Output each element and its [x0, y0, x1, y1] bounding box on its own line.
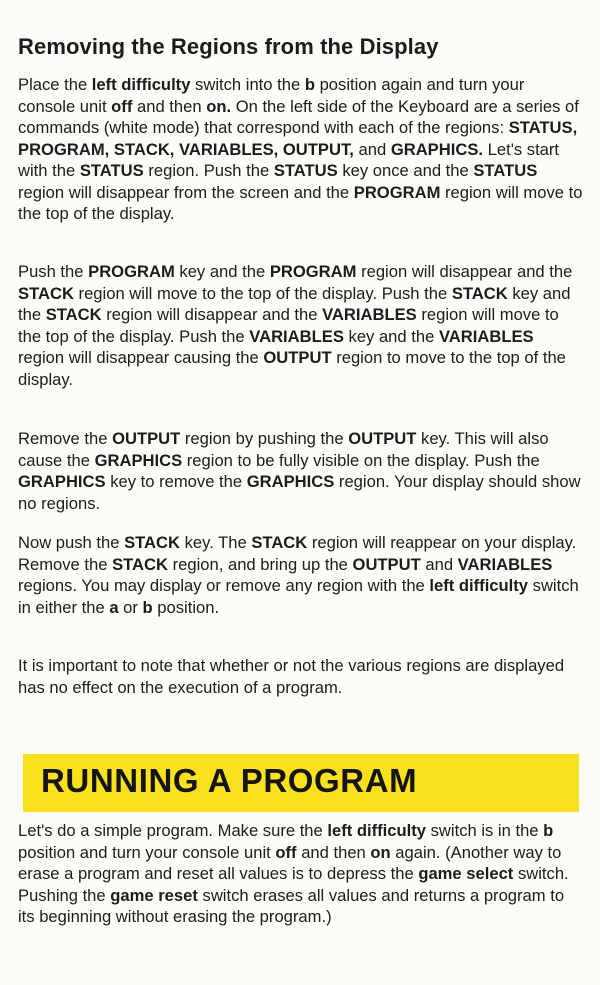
- bold-text: b: [543, 821, 554, 840]
- text-run: switch into the: [190, 75, 305, 94]
- text-run: key and the: [174, 262, 270, 281]
- bold-text: VARIABLES: [322, 305, 417, 324]
- bold-text: PROGRAM: [353, 182, 441, 202]
- paragraph-regions-intro: [18, 74, 584, 225]
- bold-text: OUTPUT: [348, 429, 417, 448]
- paragraph-simple-program: [18, 820, 584, 928]
- bold-text: STACK: [451, 283, 508, 303]
- text-run: switch erases all values and returns a program to its beginning without erasing the program.): [18, 885, 565, 926]
- text-run: region will move to the top of the display. Push the: [73, 283, 452, 303]
- bold-text: off: [275, 842, 297, 862]
- text-run: regions. You may display or remove any region with the: [18, 576, 430, 595]
- text-run: and then: [296, 842, 371, 862]
- text-run: region will move to the top of the display. Push the: [18, 305, 559, 346]
- bold-text: left difficulty: [327, 821, 427, 840]
- bold-text: STATUS: [273, 161, 338, 180]
- bold-text: OUTPUT: [352, 554, 421, 574]
- bold-text: on: [370, 842, 391, 862]
- bold-text: b: [304, 75, 315, 94]
- bold-text: PROGRAM: [88, 262, 175, 281]
- bold-text: VARIABLES: [438, 326, 534, 346]
- bold-text: STATUS: [473, 161, 538, 180]
- bold-text: left difficulty: [429, 576, 529, 595]
- bold-text: GRAPHICS: [18, 472, 106, 491]
- text-run: Place the: [18, 75, 92, 94]
- text-run: region will disappear causing the: [18, 348, 264, 367]
- text-run: Push the: [18, 262, 89, 281]
- bold-text: a: [109, 597, 119, 617]
- text-run: and then: [132, 96, 207, 116]
- banner-title: RUNNING A PROGRAM: [41, 762, 418, 799]
- bold-text: on.: [206, 96, 232, 116]
- bold-text: GRAPHICS.: [390, 139, 484, 159]
- bold-text: STATUS, PROGRAM, STACK, VARIABLES, OUTPUT,: [18, 118, 578, 159]
- bold-text: game reset: [110, 885, 198, 905]
- bold-text: STACK: [112, 554, 169, 574]
- text-run: Now push the: [18, 533, 125, 552]
- paragraph-execution-note: [18, 655, 584, 698]
- section-heading: Removing the Regions from the Display: [18, 34, 439, 59]
- bold-text: STATUS: [79, 161, 144, 180]
- text-run: position and turn your console unit: [18, 842, 276, 862]
- text-run: region will reappear on your display. Remove the: [18, 533, 577, 574]
- bold-text: OUTPUT: [263, 348, 332, 367]
- text-run: or: [118, 597, 143, 617]
- text-run: position.: [152, 597, 220, 617]
- bold-text: VARIABLES: [249, 326, 344, 346]
- text-run: region will move to the top of the display.: [18, 182, 583, 223]
- text-run: region will disappear and the: [101, 305, 323, 324]
- text-run: again. (Another way to erase a program and reset all values is to depress the: [18, 842, 562, 883]
- text-run: region, and bring up the: [168, 554, 353, 574]
- text-run: key and the: [343, 326, 439, 346]
- text-run: Let's start with the: [18, 139, 560, 180]
- text-run: key. This will also cause the: [18, 429, 549, 470]
- text-run: region. Your display should show no regions.: [18, 472, 581, 513]
- text-run: and: [420, 554, 458, 574]
- text-run: Let's do a simple program. Make sure the: [18, 821, 328, 840]
- text-run: key to remove the: [105, 472, 247, 491]
- text-run: It is important to note that whether or not the various regions are displayed has no effect on the execution of a program.: [18, 656, 565, 697]
- bold-text: STACK: [18, 283, 74, 303]
- text-run: and: [353, 139, 391, 159]
- text-run: key and the: [18, 283, 571, 324]
- bold-text: STACK: [45, 305, 102, 324]
- bold-text: GRAPHICS: [246, 472, 335, 491]
- text-run: region will disappear from the screen and the: [18, 182, 354, 202]
- text-run: region to move to the top of the display.: [18, 348, 566, 389]
- text-run: region will disappear and the: [356, 262, 573, 281]
- paragraph-program-stack-variables: [18, 261, 584, 390]
- text-run: Remove the: [18, 429, 113, 448]
- bold-text: OUTPUT: [112, 429, 181, 448]
- text-run: region. Push the: [143, 161, 274, 180]
- text-run: key. The: [180, 533, 252, 552]
- text-run: switch is in the: [426, 821, 544, 840]
- section-banner: [23, 754, 579, 812]
- text-run: key once and the: [337, 161, 474, 180]
- bold-text: left difficulty: [91, 75, 191, 94]
- text-run: position again and turn your console unit: [18, 75, 525, 116]
- text-run: switch in either the: [18, 576, 579, 617]
- bold-text: STACK: [124, 533, 181, 552]
- bold-text: off: [111, 96, 133, 116]
- text-run: On the left side of the Keyboard are a series of commands (white mode) that correspond with each of the regions:: [18, 96, 579, 137]
- paragraph-output-graphics: [18, 428, 584, 514]
- bold-text: GRAPHICS: [94, 450, 183, 470]
- bold-text: PROGRAM: [269, 262, 357, 281]
- bold-text: STACK: [251, 533, 308, 552]
- paragraph-stack-reappear: [18, 532, 584, 618]
- text-run: region to be fully visible on the display. Push the: [182, 450, 540, 470]
- text-run: switch. Pushing the: [18, 864, 569, 905]
- text-run: region by pushing the: [180, 429, 349, 448]
- bold-text: VARIABLES: [457, 554, 553, 574]
- bold-text: b: [142, 597, 153, 617]
- bold-text: game select: [418, 864, 514, 883]
